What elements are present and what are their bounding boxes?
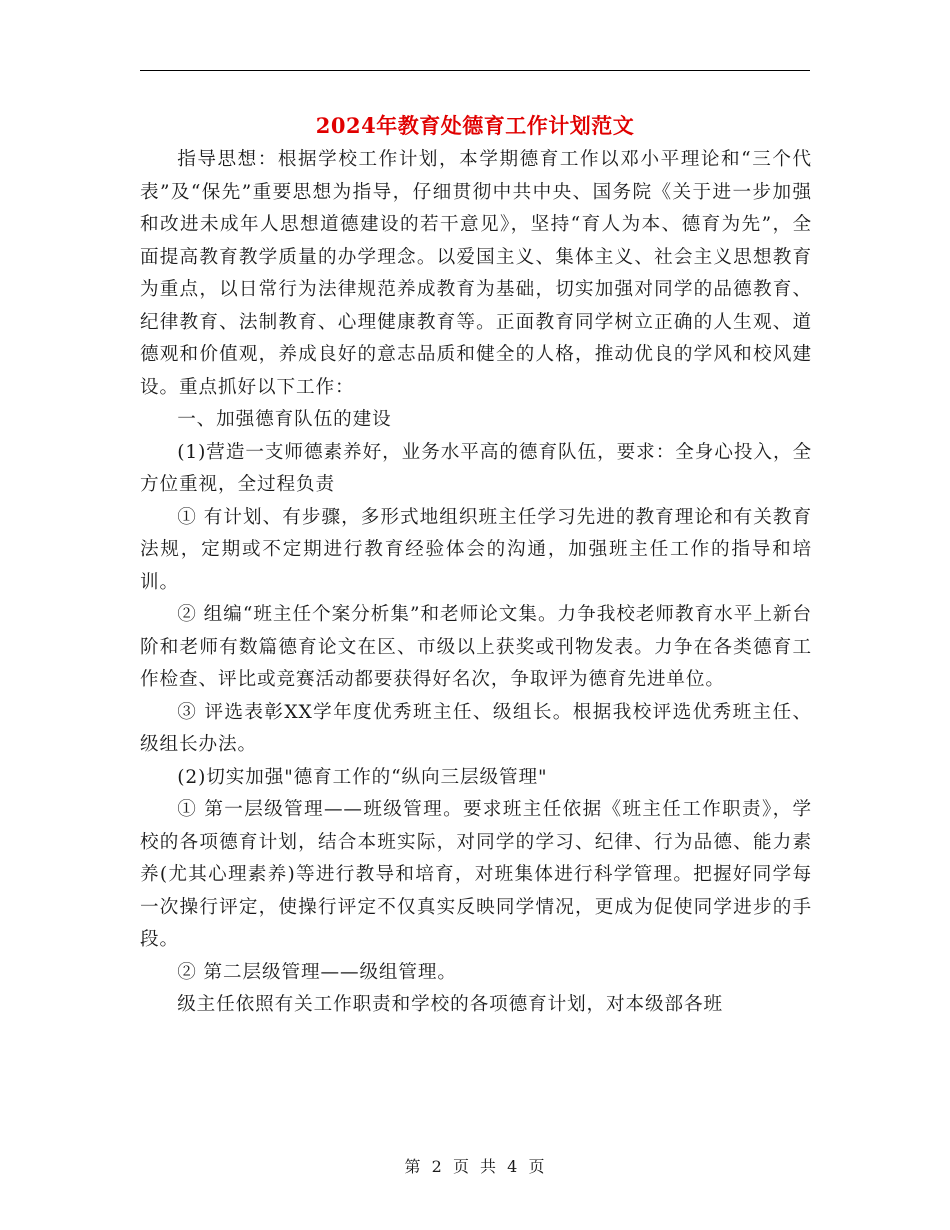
section-heading-1: 一、加强德育队伍的建设 [177, 409, 392, 430]
paragraph-item-2: (2)切实加强"德育工作的“纵向三层级管理" [177, 766, 548, 788]
footer-total-pages: 4 [507, 1157, 519, 1176]
page-footer [0, 1154, 950, 1177]
footer-page-unit: 页 [452, 1157, 470, 1176]
footer-total-unit: 页 [528, 1157, 546, 1176]
paragraph-item-1: (1)营造一支师德素养好，业务水平高的德育队伍，要求：全身心投入，全方位重视，全过程负责 [140, 441, 812, 495]
paragraph-subitem-1: ① 有计划、有步骤，多形式地组织班主任学习先进的教育理论和有关教育法规，定期或不定期进行教育经验体会的沟通，加强班主任工作的指导和培训。 [140, 506, 812, 593]
paragraph-guiding-thought: 指导思想：根据学校工作计划，本学期德育工作以邓小平理论和“三个代表”及“保先”重要思想为指导，仔细贯彻中共中央、国务院《关于进一步加强和改进未成年人思想道德建设的若干意见》，坚持“育人为本、德育为先”，全面提高教育教学质量的办学理念。以爱国主义、集体主义、社会主义思想教育为重点，以日常行为法律规范养成教育为基础，切实加强对同学的品德教育、纪律教育、法制教育、心理健康教育等。正面教育同学树立正确的人生观、道德观和价值观，养成良好的意志品质和健全的人格，推动优良的学风和校风建设。重点抓好以下工作： [140, 149, 812, 398]
document-body [140, 144, 812, 1022]
paragraph-subitem-3: ③ 评选表彰XX学年度优秀班主任、级组长。根据我校评选优秀班主任、级组长办法。 [140, 701, 812, 755]
footer-total-prefix: 共 [480, 1157, 498, 1176]
header-rule [140, 70, 810, 71]
footer-page-number: 2 [431, 1157, 443, 1176]
paragraph-subitem-5: ② 第二层级管理——级组管理。 [177, 961, 457, 983]
paragraph-continuation: 级主任依照有关工作职责和学校的各项德育计划，对本级部各班 [177, 994, 724, 1015]
footer-prefix: 第 [404, 1157, 422, 1176]
paragraph-subitem-2: ② 组编“班主任个案分析集”和老师论文集。力争我校老师教育水平上新台阶和老师有数篇德育论文在区、市级以上获奖或刊物发表。力争在各类德育工作检查、评比或竞赛活动都要获得好名次，争取评为德育先进单位。 [140, 604, 812, 690]
paragraph-subitem-4: ① 第一层级管理——班级管理。要求班主任依据《班主任工作职责》，学校的各项德育计划，结合本班实际，对同学的学习、纪律、行为品德、能力素养(尤其心理素养)等进行教导和培育，对班集体进行科学管理。把握好同学每一次操行评定，使操行评定不仅真实反映同学情况，更成为促使同学进步的手段。 [140, 799, 812, 950]
document-title: 2024年教育处德育工作计划范文 [315, 113, 635, 138]
